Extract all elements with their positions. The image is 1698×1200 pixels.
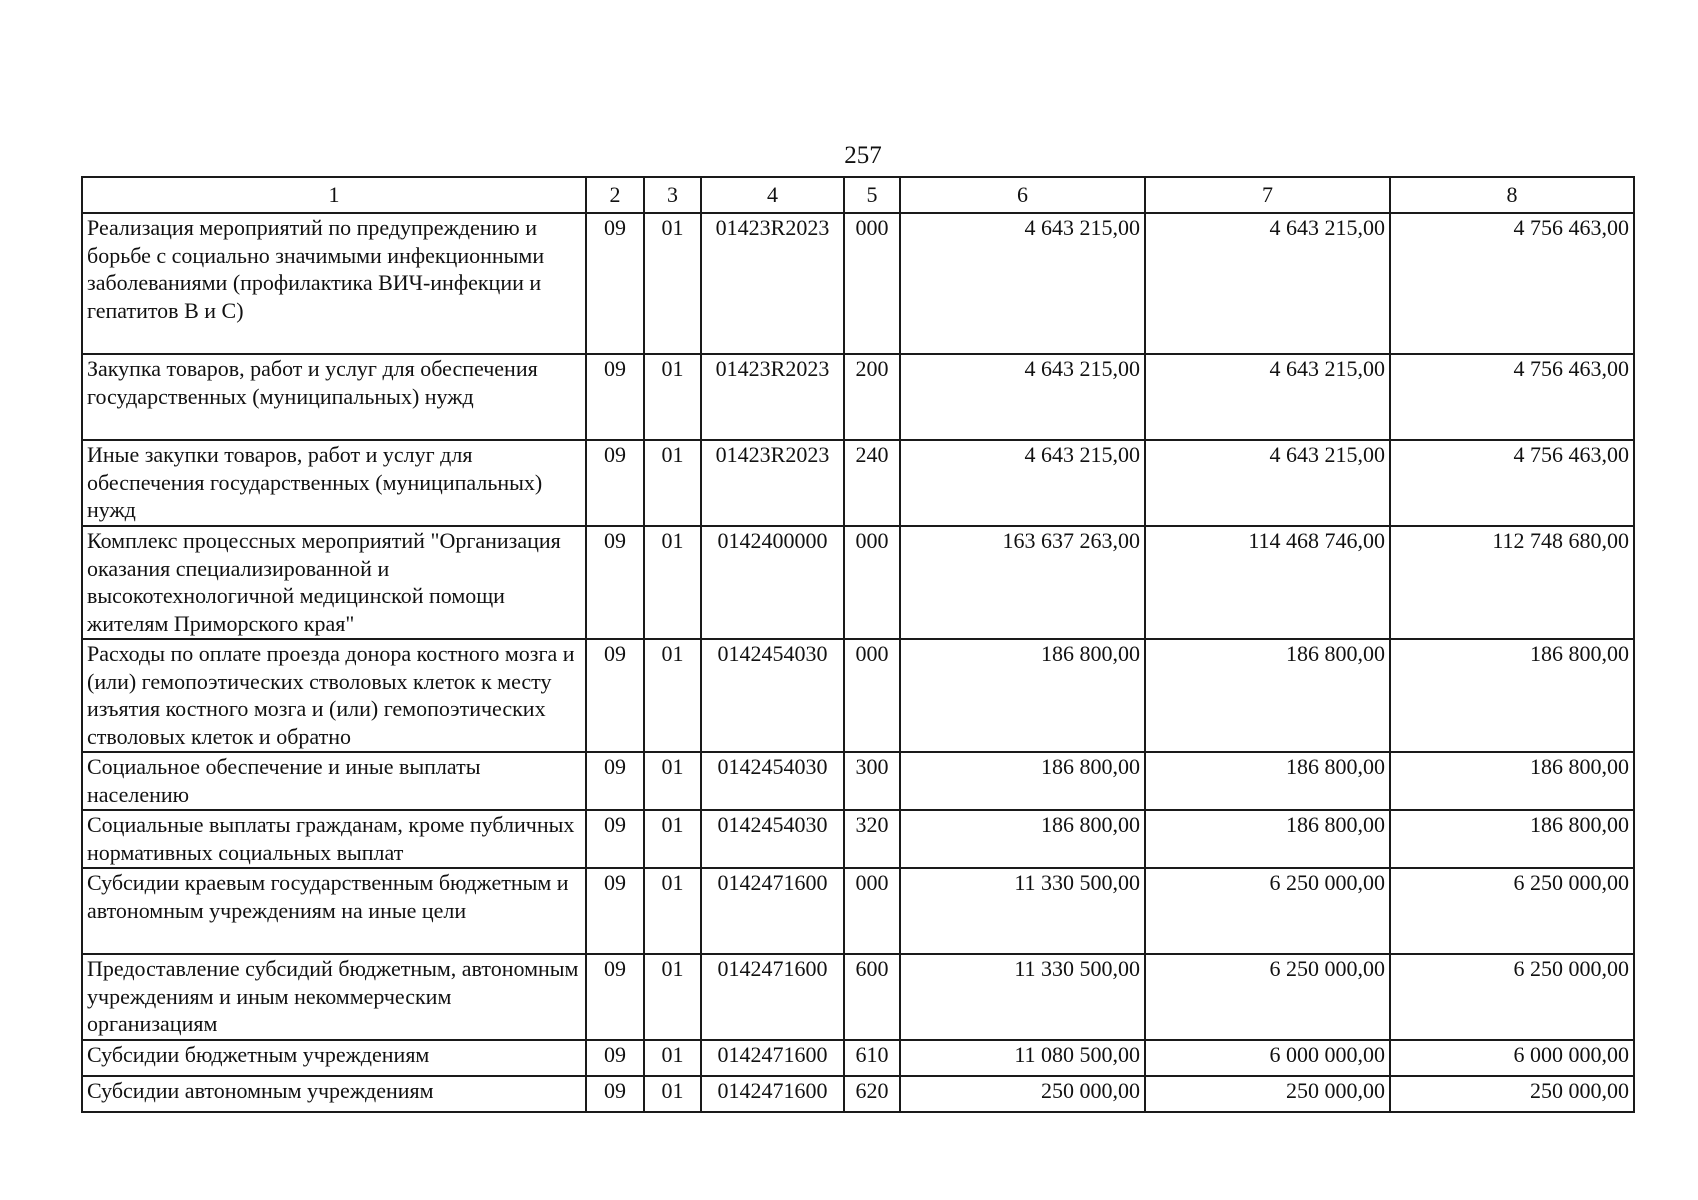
- amount-col6: 4 643 215,00: [900, 213, 1145, 354]
- target-code: 0142471600: [701, 1040, 844, 1076]
- table-row: [82, 954, 1634, 1040]
- amount-col6: 186 800,00: [900, 810, 1145, 868]
- amount-col8: 6 250 000,00: [1390, 868, 1634, 954]
- subsection-code: 01: [644, 752, 701, 810]
- section-code: 09: [586, 1076, 644, 1112]
- section-code: 09: [586, 213, 644, 354]
- type-code: 610: [844, 1040, 900, 1076]
- amount-col6: 163 637 263,00: [900, 526, 1145, 639]
- subsection-code: 01: [644, 1040, 701, 1076]
- column-header: 3: [644, 177, 701, 213]
- amount-col6: 11 330 500,00: [900, 868, 1145, 954]
- amount-col8: 186 800,00: [1390, 752, 1634, 810]
- target-code: 0142471600: [701, 954, 844, 1040]
- amount-col8: 112 748 680,00: [1390, 526, 1634, 639]
- column-header: 5: [844, 177, 900, 213]
- section-code: 09: [586, 526, 644, 639]
- type-code: 620: [844, 1076, 900, 1112]
- expense-name: Социальное обеспечение и иные выплаты населению: [82, 752, 586, 810]
- table-row: [82, 213, 1634, 354]
- column-header: 1: [82, 177, 586, 213]
- column-header: 8: [1390, 177, 1634, 213]
- subsection-code: 01: [644, 868, 701, 954]
- section-code: 09: [586, 868, 644, 954]
- amount-col8: 4 756 463,00: [1390, 354, 1634, 440]
- expense-name: Социальные выплаты гражданам, кроме публичных нормативных социальных выплат: [82, 810, 586, 868]
- header-row: [82, 177, 1634, 213]
- column-header: 2: [586, 177, 644, 213]
- amount-col7: 250 000,00: [1145, 1076, 1390, 1112]
- type-code: 240: [844, 440, 900, 526]
- amount-col8: 4 756 463,00: [1390, 440, 1634, 526]
- target-code: 0142471600: [701, 1076, 844, 1112]
- page-number: 257: [844, 142, 882, 169]
- column-header: 7: [1145, 177, 1390, 213]
- expense-name: Предоставление субсидий бюджетным, автономным учреждениям и иным некоммерческим организациям: [82, 954, 586, 1040]
- type-code: 200: [844, 354, 900, 440]
- amount-col6: 11 080 500,00: [900, 1040, 1145, 1076]
- section-code: 09: [586, 752, 644, 810]
- amount-col8: 186 800,00: [1390, 810, 1634, 868]
- target-code: 0142471600: [701, 868, 844, 954]
- type-code: 000: [844, 639, 900, 752]
- amount-col6: 186 800,00: [900, 639, 1145, 752]
- subsection-code: 01: [644, 954, 701, 1040]
- target-code: 0142454030: [701, 639, 844, 752]
- amount-col8: 186 800,00: [1390, 639, 1634, 752]
- amount-col6: 250 000,00: [900, 1076, 1145, 1112]
- table-row: [82, 752, 1634, 810]
- amount-col8: 6 250 000,00: [1390, 954, 1634, 1040]
- target-code: 01423R2023: [701, 440, 844, 526]
- expense-name: Расходы по оплате проезда донора костного мозга и (или) гемопоэтических стволовых клеток к месту изъятия костного мозга и (или) гемопоэтических стволовых клеток и обратно: [82, 639, 586, 752]
- amount-col6: 4 643 215,00: [900, 354, 1145, 440]
- amount-col7: 6 250 000,00: [1145, 954, 1390, 1040]
- type-code: 300: [844, 752, 900, 810]
- amount-col6: 4 643 215,00: [900, 440, 1145, 526]
- amount-col7: 114 468 746,00: [1145, 526, 1390, 639]
- column-header: 4: [701, 177, 844, 213]
- section-code: 09: [586, 639, 644, 752]
- table-row: [82, 868, 1634, 954]
- amount-col7: 4 643 215,00: [1145, 354, 1390, 440]
- section-code: 09: [586, 354, 644, 440]
- amount-col7: 4 643 215,00: [1145, 213, 1390, 354]
- section-code: 09: [586, 1040, 644, 1076]
- section-code: 09: [586, 954, 644, 1040]
- subsection-code: 01: [644, 810, 701, 868]
- target-code: 0142454030: [701, 810, 844, 868]
- amount-col7: 186 800,00: [1145, 639, 1390, 752]
- amount-col7: 4 643 215,00: [1145, 440, 1390, 526]
- amount-col7: 186 800,00: [1145, 810, 1390, 868]
- budget-table: [81, 176, 1635, 1113]
- amount-col6: 186 800,00: [900, 752, 1145, 810]
- table-row: [82, 354, 1634, 440]
- expense-name: Закупка товаров, работ и услуг для обеспечения государственных (муниципальных) нужд: [82, 354, 586, 440]
- target-code: 01423R2023: [701, 354, 844, 440]
- subsection-code: 01: [644, 1076, 701, 1112]
- amount-col8: 250 000,00: [1390, 1076, 1634, 1112]
- amount-col8: 6 000 000,00: [1390, 1040, 1634, 1076]
- expense-name: Реализация мероприятий по предупреждению и борьбе с социально значимыми инфекционными заболеваниями (профилактика ВИЧ-инфекции и гепатитов В и С): [82, 213, 586, 354]
- table-row: [82, 440, 1634, 526]
- table-row: [82, 1076, 1634, 1112]
- subsection-code: 01: [644, 526, 701, 639]
- column-header: 6: [900, 177, 1145, 213]
- table-row: [82, 639, 1634, 752]
- expense-name: Субсидии краевым государственным бюджетным и автономным учреждениям на иные цели: [82, 868, 586, 954]
- amount-col8: 4 756 463,00: [1390, 213, 1634, 354]
- table-row: [82, 810, 1634, 868]
- target-code: 01423R2023: [701, 213, 844, 354]
- subsection-code: 01: [644, 213, 701, 354]
- subsection-code: 01: [644, 354, 701, 440]
- subsection-code: 01: [644, 440, 701, 526]
- amount-col7: 6 250 000,00: [1145, 868, 1390, 954]
- expense-name: Субсидии бюджетным учреждениям: [82, 1040, 586, 1076]
- expense-name: Комплекс процессных мероприятий "Организация оказания специализированной и высокотехнологичной медицинской помощи жителям Приморского края": [82, 526, 586, 639]
- amount-col7: 186 800,00: [1145, 752, 1390, 810]
- type-code: 000: [844, 213, 900, 354]
- section-code: 09: [586, 440, 644, 526]
- subsection-code: 01: [644, 639, 701, 752]
- type-code: 000: [844, 526, 900, 639]
- type-code: 000: [844, 868, 900, 954]
- amount-col7: 6 000 000,00: [1145, 1040, 1390, 1076]
- target-code: 0142454030: [701, 752, 844, 810]
- table-row: [82, 526, 1634, 639]
- table-row: [82, 1040, 1634, 1076]
- target-code: 0142400000: [701, 526, 844, 639]
- expense-name: Субсидии автономным учреждениям: [82, 1076, 586, 1112]
- expense-name: Иные закупки товаров, работ и услуг для обеспечения государственных (муниципальных) нужд: [82, 440, 586, 526]
- type-code: 320: [844, 810, 900, 868]
- type-code: 600: [844, 954, 900, 1040]
- amount-col6: 11 330 500,00: [900, 954, 1145, 1040]
- section-code: 09: [586, 810, 644, 868]
